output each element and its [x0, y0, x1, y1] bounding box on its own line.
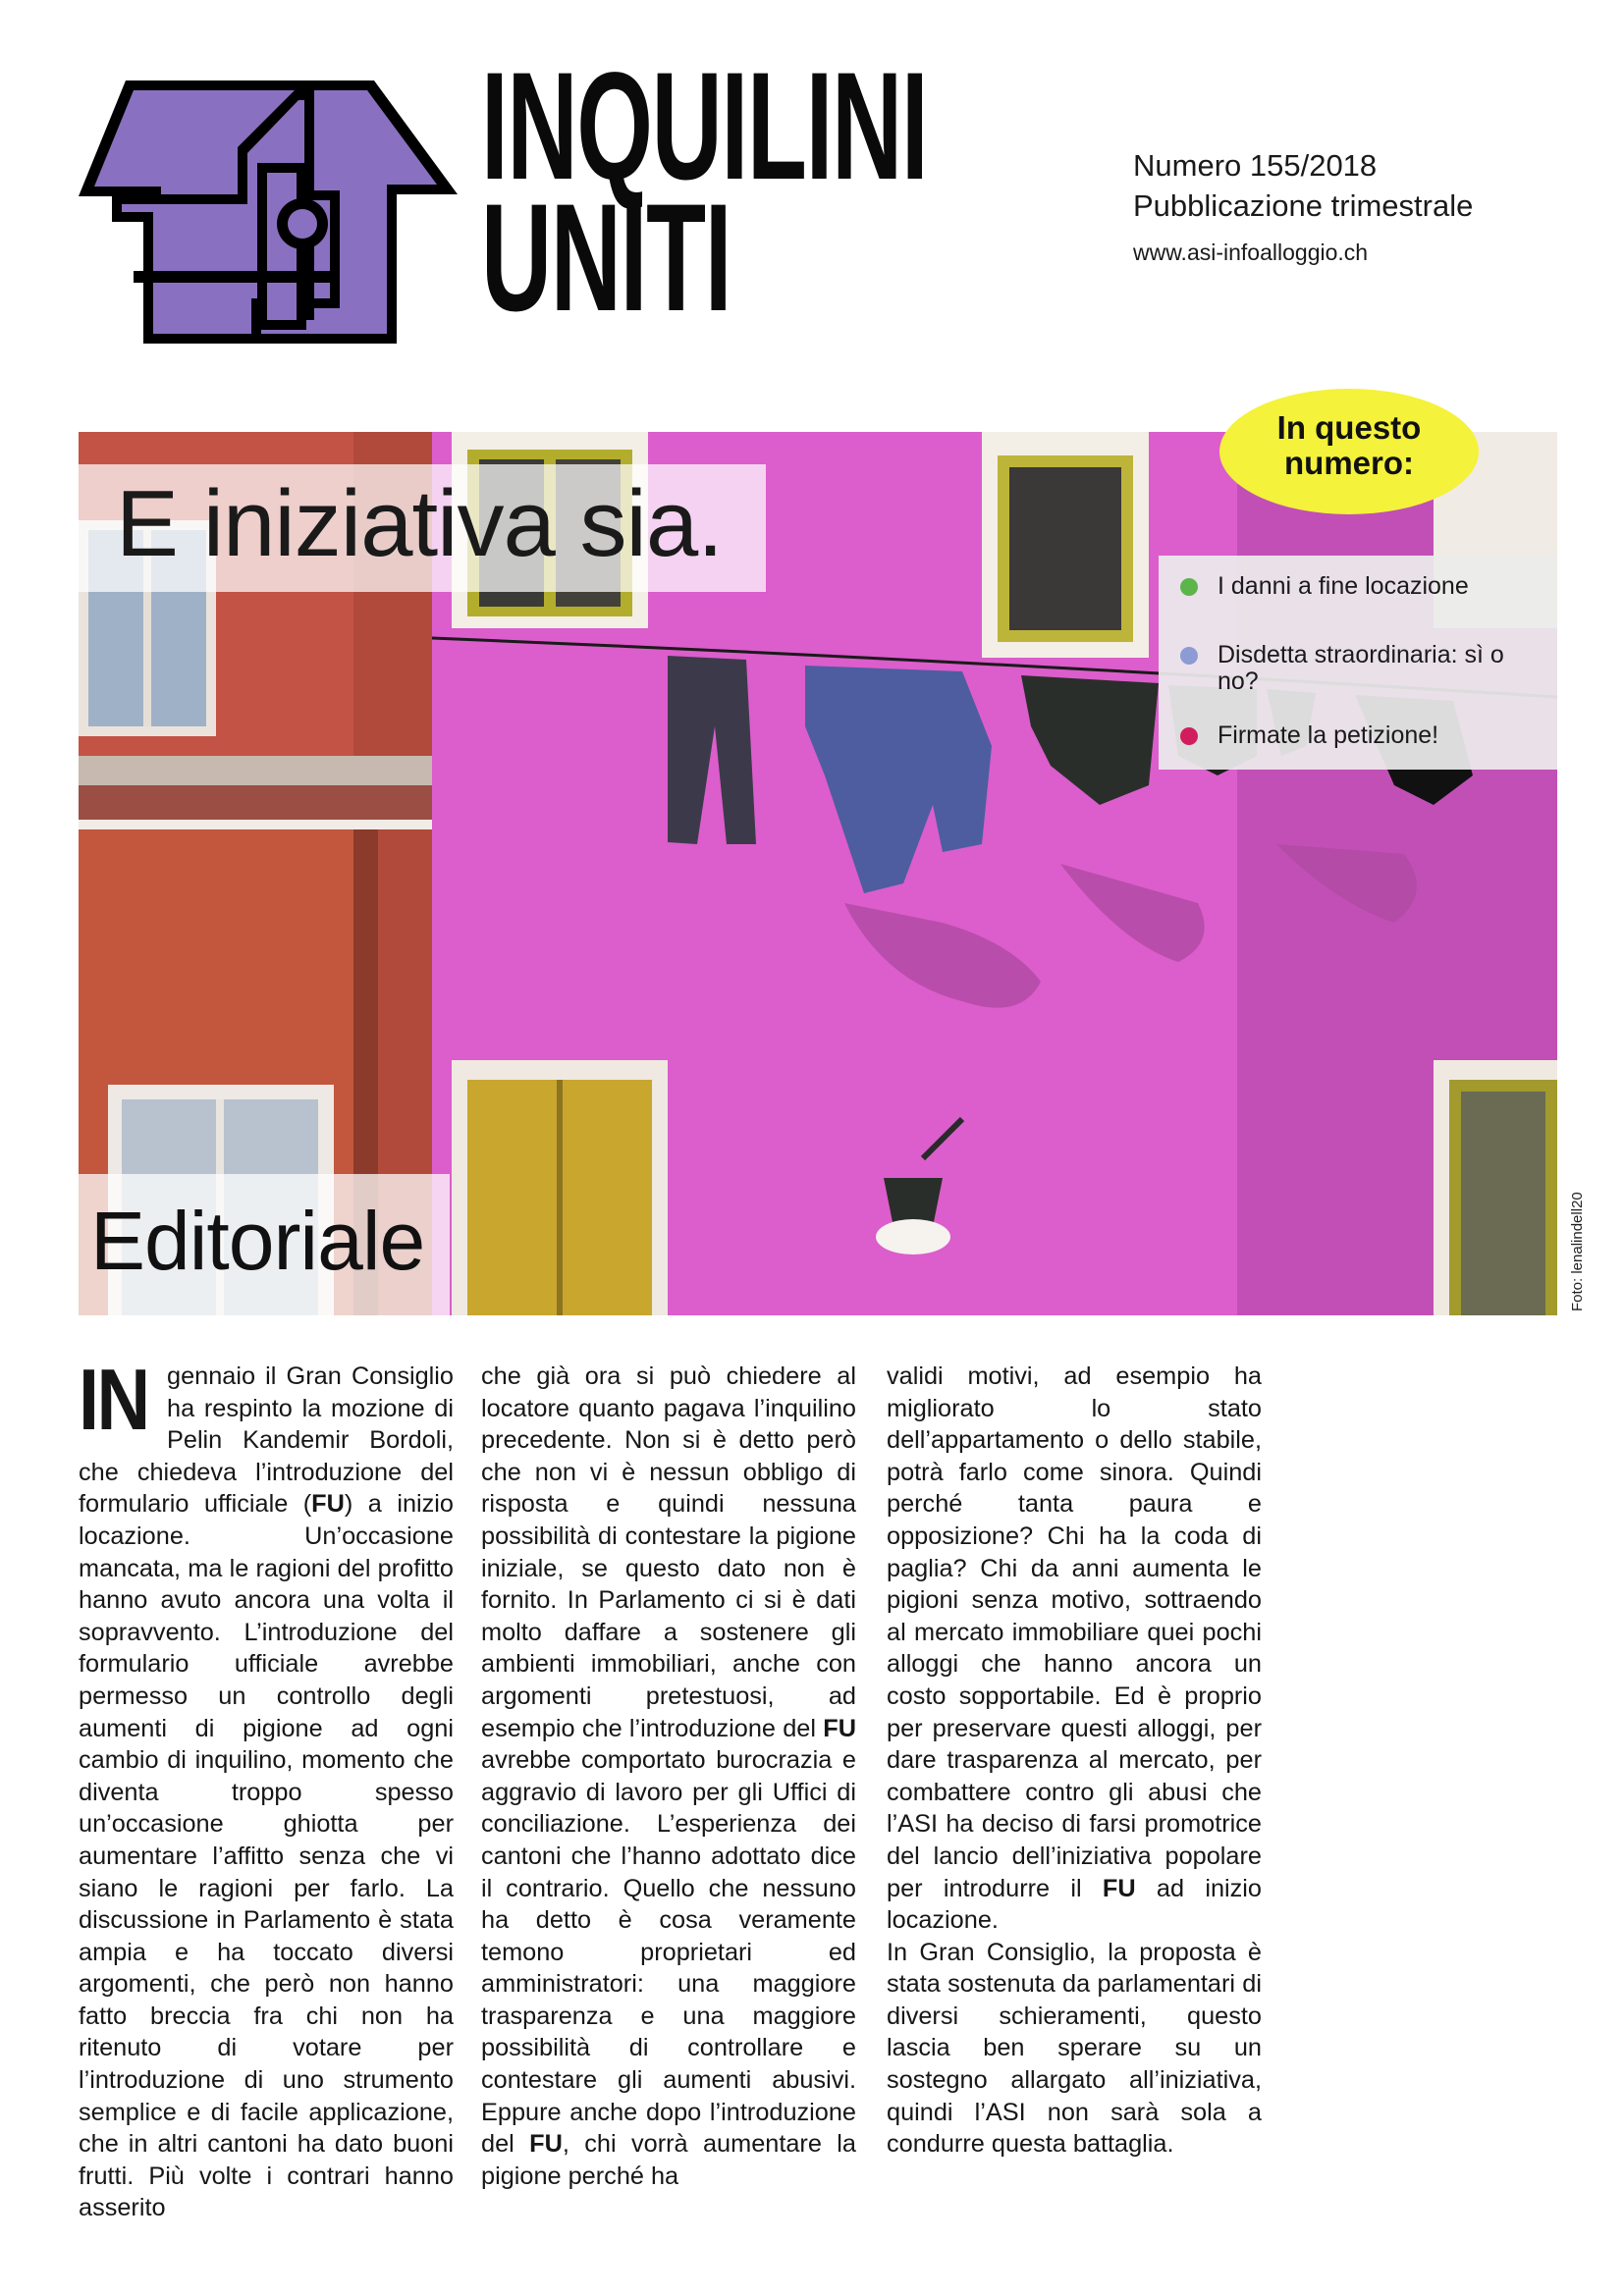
masthead-title-line-1: INQUILINI [481, 41, 928, 212]
toc-item-label: I danni a fine locazione [1218, 572, 1469, 600]
article-text: validi motivi, ad esempio ha migliorato lo stato dell’appartamento o dello stabile, potrà farlo come sinora. Quindi perché tanta paura e opposizione? Chi ha la coda di paglia? Chi da anni aumenta le pigioni senza motivo, sottraendo al mercato immobiliare quei pochi alloggi che hanno ancora un costo sopportabile. Ed è proprio per preservare questi alloggi, per dare trasparenza al mercato, per combattere contro gli abusi che l’ASI ha deciso di farsi promotrice del lancio dell’iniziativa popolare per introdurre il [887, 1362, 1262, 1902]
article-text: , chi vorrà aumentare la pigione perché ha [481, 2130, 856, 2190]
fu-abbreviation: FU [311, 1490, 345, 1519]
masthead-title [481, 41, 928, 344]
section-label-box [79, 1174, 450, 1315]
photo-credit: Foto: lenalindell20 [1569, 1192, 1586, 1311]
article-column-2 [481, 1361, 856, 2192]
drop-cap: IN [79, 1351, 148, 1448]
hero-headline-box [79, 464, 766, 592]
red-bullet-icon [1180, 727, 1198, 745]
fu-abbreviation: FU [529, 2130, 563, 2159]
green-bullet-icon [1180, 578, 1198, 596]
fu-abbreviation: FU [1102, 1874, 1136, 1902]
fu-abbreviation: FU [823, 1714, 857, 1742]
toc-item-label: Disdetta straordinaria: sì o no? [1218, 641, 1504, 695]
publication-frequency: Pubblicazione trimestrale [1133, 188, 1474, 223]
toc-badge: In questo numero: [1219, 389, 1479, 514]
article-column-1 [79, 1351, 455, 2224]
website-link[interactable]: www.asi-infoalloggio.ch [1133, 240, 1369, 265]
article-text: gennaio il Gran Consiglio ha respinto la mozione di Pelin Kandemir Bordoli, che chiedeva l’introduzione del formulario ufficiale ( [79, 1362, 454, 1519]
article-column-3 [887, 1361, 1262, 2161]
blue-bullet-icon [1180, 647, 1198, 665]
toc-item-label: Firmate la petizione! [1218, 721, 1439, 749]
issue-number: Numero 155/2018 [1133, 148, 1378, 183]
issue-info [1133, 145, 1473, 267]
toc-panel [1159, 556, 1557, 770]
section-label: Editoriale [90, 1195, 425, 1287]
masthead-title-line-2: UNITI [481, 173, 731, 344]
house-logo-icon [75, 75, 467, 349]
article-paragraph: In Gran Consiglio, la proposta è stata sostenuta da parlamentari di diversi schieramenti, questo lascia ben sperare su un sostegno allargato all’iniziativa, quindi l’ASI non sarà sola a condurre questa battaglia. [887, 1938, 1262, 2159]
article-paragraph [481, 1361, 856, 2192]
article-text: che già ora si può chiedere al locatore quanto pagava l’inquilino precedente. Non si è detto però che non vi è nessun obbligo di risposta e quindi nessuna possibilità di contestare la pigione iniziale, se questo dato non è fornito. In Parlamento ci si è dati molto daffare a sostenere gli ambienti immobiliari, anche con argomenti pretestuosi, ad esempio che l’introduzione del [481, 1362, 856, 1742]
article-text: ) a inizio locazione. Un’occasione mancata, ma le ragioni del profitto hanno avuto ancora una volta il sopravvento. L’introduzione del formulario ufficiale avrebbe permesso un controllo degli aumenti di pigione ad ogni cambio di inquilino, momento che diventa troppo spesso un’occasione ghiotta per aumentare l’affitto senza che vi siano le ragioni per farlo. La discussione in Parlamento è stata ampia e ha toccato diversi argomenti, che però non hanno fatto breccia fra chi non ha ritenuto di votare per l’introduzione di uno strumento semplice e di facile applicazione, che in altri cantoni ha dato buoni frutti. Più volte i contrari hanno asserito [79, 1490, 455, 2222]
toc-item[interactable] [1218, 722, 1551, 749]
article-paragraph [887, 1361, 1262, 1937]
article-text: avrebbe comportato burocrazia e aggravio di lavoro per gli Uffici di conciliazione. L’esperienza dei cantoni che l’hanno adottato dice il contrario. Quello che nessuno ha detto è cosa veramente temono proprietari ed amministratori: una maggiore trasparenza e una maggiore possibilità di controllare e contestare gli aumenti abusivi. Eppure anche dopo l’introduzione del [481, 1746, 856, 2159]
hero-headline: E iniziativa sia. [116, 471, 723, 576]
toc-item[interactable] [1218, 573, 1551, 600]
toc-item[interactable] [1218, 642, 1551, 695]
article-text: ad inizio locazione. [887, 1874, 1262, 1935]
article-paragraph [79, 1351, 455, 2224]
